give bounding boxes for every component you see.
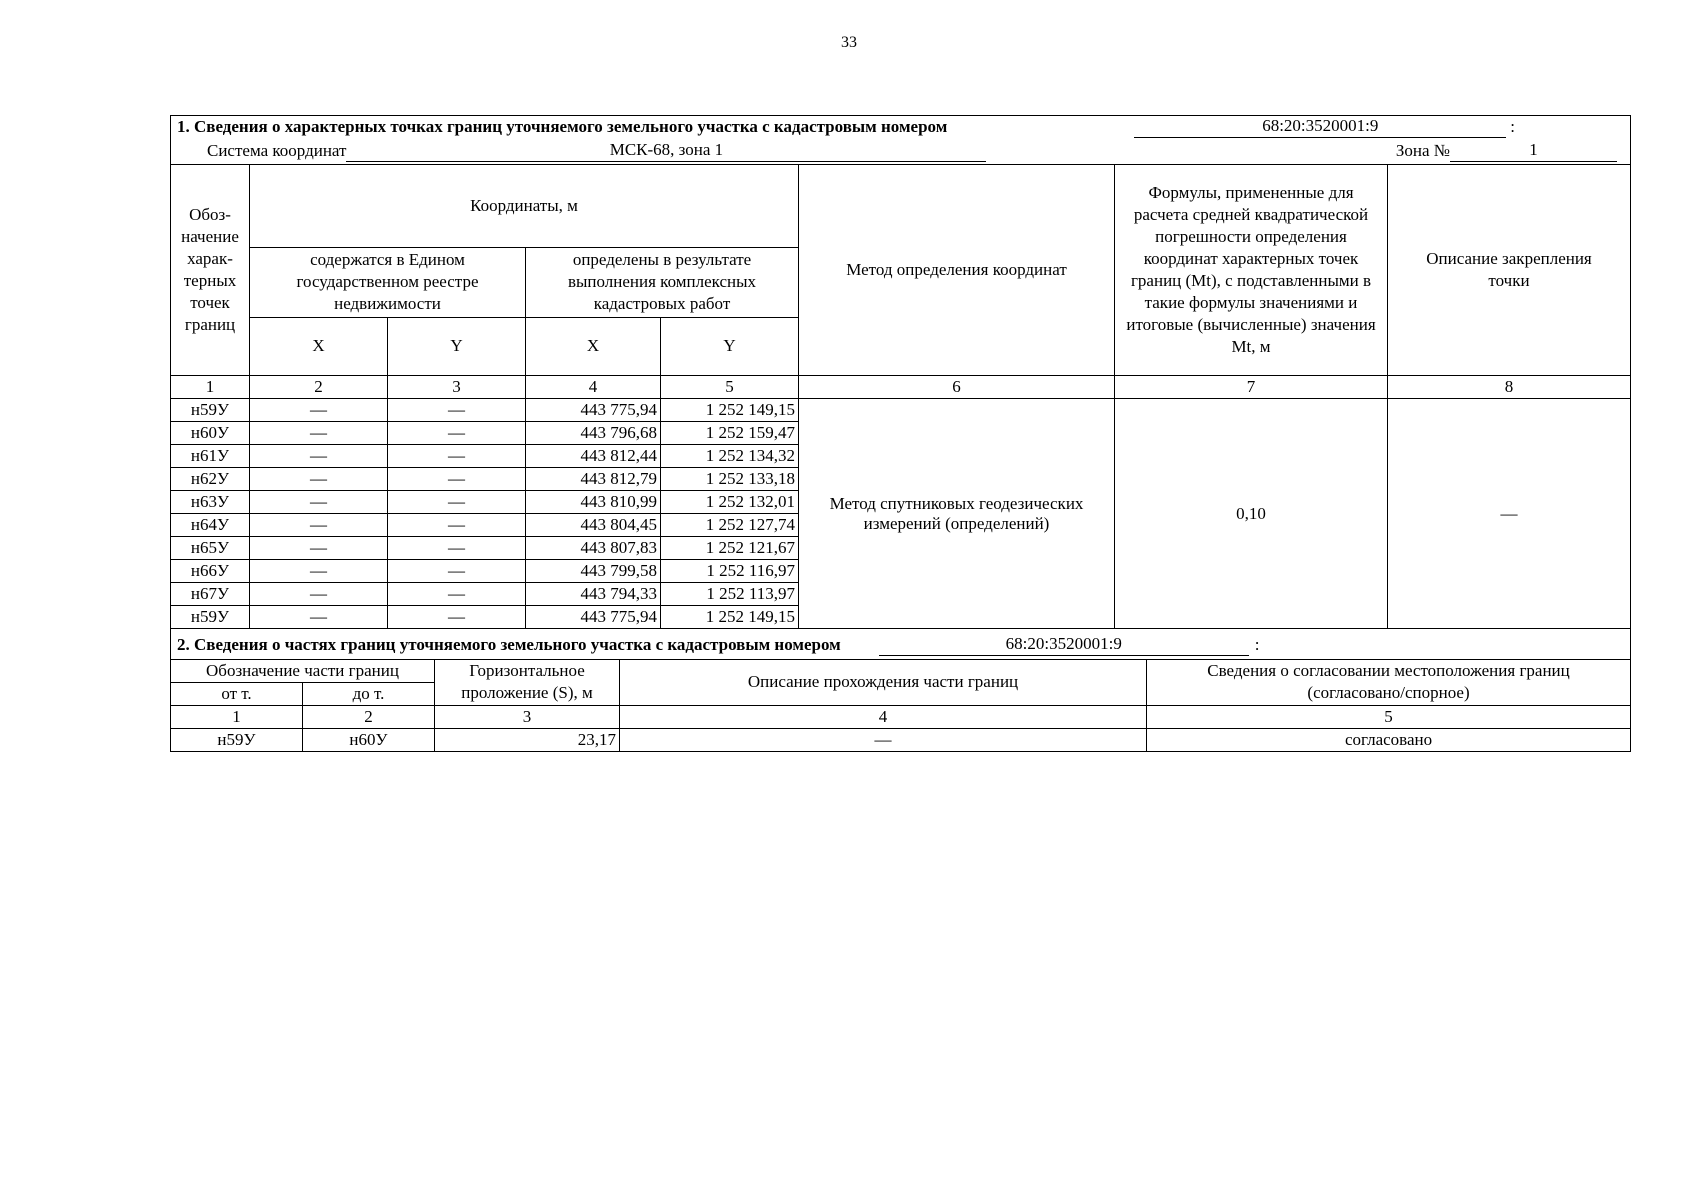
point-designation: н66У <box>171 560 250 583</box>
section2-cadastral-number: 68:20:3520001:9 <box>879 633 1249 656</box>
registry-y: — <box>388 468 526 491</box>
coord-x: 443 775,94 <box>526 399 661 422</box>
coord-y: 1 252 116,97 <box>661 560 799 583</box>
coord-y: 1 252 127,74 <box>661 514 799 537</box>
registry-y: — <box>388 583 526 606</box>
registry-y: — <box>388 560 526 583</box>
index-cell: 8 <box>1388 376 1631 399</box>
header-fixing: Описание закрепления точки <box>1388 165 1631 376</box>
registry-x: — <box>250 606 388 629</box>
index-cell: 2 <box>250 376 388 399</box>
registry-x: — <box>250 491 388 514</box>
coord-x: 443 794,33 <box>526 583 661 606</box>
section2-title-cell <box>171 628 1631 659</box>
registry-x: — <box>250 399 388 422</box>
section2-header-row-1 <box>171 659 1631 682</box>
coord-system-label: Система координат <box>207 141 347 160</box>
header-agreement: Сведения о согласовании местоположения границ (согласовано/спорное) <box>1147 659 1631 705</box>
header-det-y: Y <box>661 317 799 375</box>
index-cell: 3 <box>388 376 526 399</box>
section1-cadastral-number: 68:20:3520001:9 <box>1134 116 1506 139</box>
table-row <box>171 399 1631 422</box>
header-coordinates: Координаты, м <box>250 165 799 248</box>
header-row-1 <box>171 165 1631 248</box>
part-to: н60У <box>303 728 435 751</box>
zone-value: 1 <box>1450 139 1617 162</box>
section1-colon: : <box>1510 117 1516 136</box>
registry-y: — <box>388 491 526 514</box>
coord-x: 443 796,68 <box>526 422 661 445</box>
section1-title-row <box>171 116 1631 165</box>
method-value: Метод спутниковых геодезических измерений (определений) <box>799 399 1115 629</box>
registry-x: — <box>250 468 388 491</box>
section1-title: 1. Сведения о характерных точках границ уточняемого земельного участка с кадастровым номером <box>177 117 948 136</box>
index-cell: 1 <box>171 705 303 728</box>
header-determined: определены в результате выполнения комплексных кадастровых работ <box>526 247 799 317</box>
registry-x: — <box>250 514 388 537</box>
header-designation: Обоз-начение харак-терных точек границ <box>171 165 250 376</box>
point-designation: н59У <box>171 606 250 629</box>
registry-x: — <box>250 583 388 606</box>
coord-y: 1 252 149,15 <box>661 606 799 629</box>
point-designation: н67У <box>171 583 250 606</box>
part-from: н59У <box>171 728 303 751</box>
point-designation: н64У <box>171 514 250 537</box>
header-formulas: Формулы, примененные для расчета средней квадратической погрешности определения координат характерных точек границ (Mt), с подставленными в такие формулы значениями и итоговые (вычисленные) значения Mt, м <box>1115 165 1388 376</box>
registry-x: — <box>250 560 388 583</box>
point-designation: н59У <box>171 399 250 422</box>
coord-x: 443 775,94 <box>526 606 661 629</box>
section2-colon: : <box>1254 634 1260 654</box>
part-horizontal: 23,17 <box>435 728 620 751</box>
section2-title: 2. Сведения о частях границ уточняемого земельного участка с кадастровым номером <box>177 634 841 654</box>
points-table <box>170 115 1631 629</box>
index-row <box>171 376 1631 399</box>
coord-y: 1 252 134,32 <box>661 445 799 468</box>
header-part-designation: Обозначение части границ <box>171 659 435 682</box>
header-reg-x: X <box>250 317 388 375</box>
zone-label: Зона № <box>1395 141 1451 160</box>
header-horizontal: Горизонтальное проложение (S), м <box>435 659 620 705</box>
point-designation: н65У <box>171 537 250 560</box>
index-cell: 5 <box>1147 705 1631 728</box>
header-from: от т. <box>171 682 303 705</box>
part-description: — <box>620 728 1147 751</box>
index-cell: 7 <box>1115 376 1388 399</box>
coord-y: 1 252 113,97 <box>661 583 799 606</box>
header-to: до т. <box>303 682 435 705</box>
header-reg-y: Y <box>388 317 526 375</box>
coord-x: 443 807,83 <box>526 537 661 560</box>
point-designation: н60У <box>171 422 250 445</box>
document-body <box>170 115 1630 752</box>
fixing-value: — <box>1388 399 1631 629</box>
coord-y: 1 252 159,47 <box>661 422 799 445</box>
coord-y: 1 252 149,15 <box>661 399 799 422</box>
coord-system-value: МСК-68, зона 1 <box>346 139 986 162</box>
registry-y: — <box>388 514 526 537</box>
index-cell: 3 <box>435 705 620 728</box>
index-cell: 4 <box>620 705 1147 728</box>
registry-x: — <box>250 537 388 560</box>
boundary-parts-table <box>170 628 1631 752</box>
page-number: 33 <box>841 34 857 51</box>
index-cell: 5 <box>661 376 799 399</box>
header-method: Метод определения координат <box>799 165 1115 376</box>
registry-y: — <box>388 399 526 422</box>
registry-x: — <box>250 445 388 468</box>
coord-y: 1 252 133,18 <box>661 468 799 491</box>
coord-x: 443 799,58 <box>526 560 661 583</box>
index-cell: 1 <box>171 376 250 399</box>
header-description: Описание прохождения части границ <box>620 659 1147 705</box>
coord-x: 443 804,45 <box>526 514 661 537</box>
header-det-x: X <box>526 317 661 375</box>
registry-y: — <box>388 606 526 629</box>
registry-y: — <box>388 445 526 468</box>
coord-y: 1 252 121,67 <box>661 537 799 560</box>
index-cell: 4 <box>526 376 661 399</box>
section2-title-row <box>171 628 1631 659</box>
point-designation: н61У <box>171 445 250 468</box>
registry-y: — <box>388 537 526 560</box>
part-agreement: согласовано <box>1147 728 1631 751</box>
point-designation: н63У <box>171 491 250 514</box>
table-row <box>171 728 1631 751</box>
index-cell: 2 <box>303 705 435 728</box>
coord-x: 443 810,99 <box>526 491 661 514</box>
coord-x: 443 812,44 <box>526 445 661 468</box>
coord-y: 1 252 132,01 <box>661 491 799 514</box>
registry-y: — <box>388 422 526 445</box>
header-in-registry: содержатся в Едином государственном реестре недвижимости <box>250 247 526 317</box>
section2-index-row <box>171 705 1631 728</box>
section1-title-cell <box>171 116 1631 165</box>
registry-x: — <box>250 422 388 445</box>
point-designation: н62У <box>171 468 250 491</box>
index-cell: 6 <box>799 376 1115 399</box>
coord-x: 443 812,79 <box>526 468 661 491</box>
mt-value: 0,10 <box>1115 399 1388 629</box>
